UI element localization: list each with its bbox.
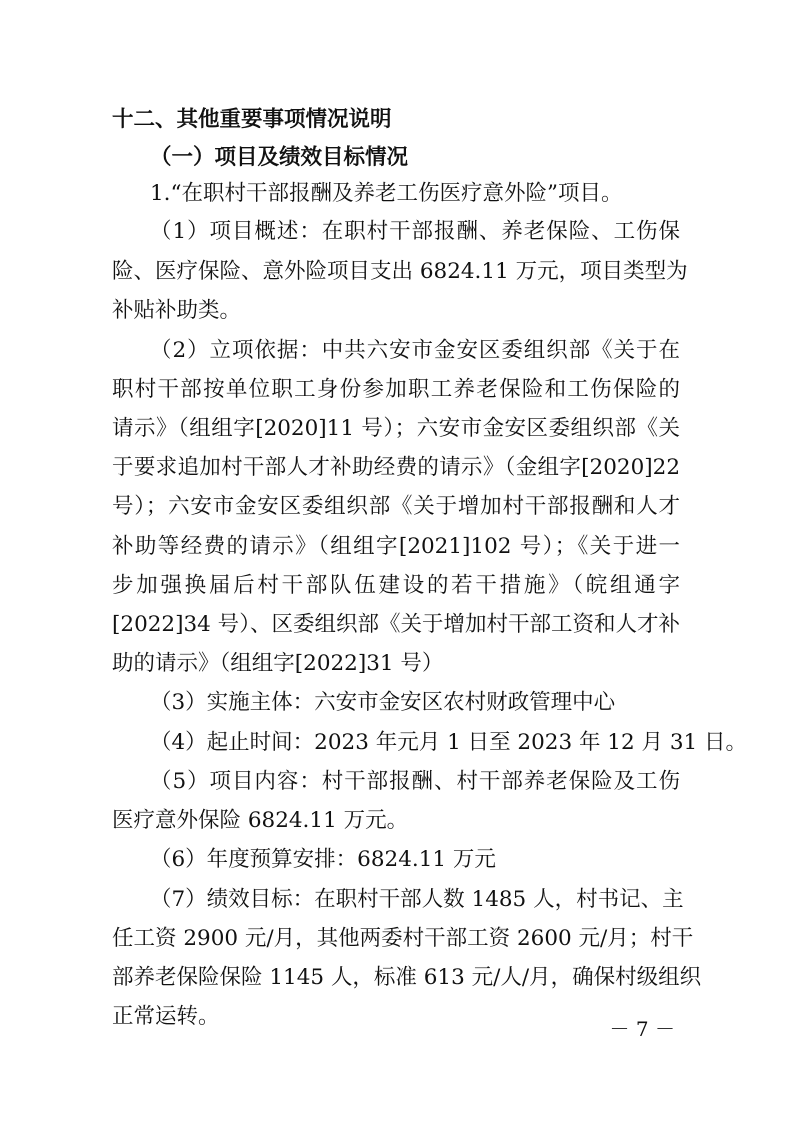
budget-line: （6）年度预算安排：6824.11 万元 — [150, 847, 496, 872]
content-line-1: （5）项目内容：村干部报酬、村干部养老保险及工伤 — [150, 769, 680, 794]
page-number: － 7 － — [609, 1017, 675, 1041]
section-subtitle: （一）项目及绩效目标情况 — [150, 145, 409, 170]
basis-line-9: 助的请示》（组组字[2022]31 号） — [112, 651, 444, 676]
content-line-2: 医疗意外保险 6824.11 万元。 — [112, 808, 409, 833]
basis-line-4: 于要求追加村干部人才补助经费的请示》（金组字[2020]22 — [112, 455, 680, 480]
implementer-line: （3）实施主体：六安市金安区农村财政管理中心 — [150, 690, 616, 715]
target-line-1: （7）绩效目标：在职村干部人数 1485 人，村书记、主 — [150, 887, 684, 912]
target-line-4: 正常运转。 — [112, 1004, 220, 1029]
overview-line-2: 险、医疗保险、意外险项目支出 6824.11 万元，项目类型为 — [112, 259, 688, 284]
basis-line-8: [2022]34 号）、区委组织部《关于增加村干部工资和人才补 — [112, 612, 680, 637]
basis-line-3: 请示》（组组字[2020]11 号）；六安市金安区委组织部《关 — [112, 416, 680, 441]
basis-line-7: 步加强换届后村干部队伍建设的若干措施》（皖组通字 — [112, 573, 680, 598]
item-title: 1.“在职村干部报酬及养老工伤医疗意外险”项目。 — [150, 181, 623, 206]
basis-line-5: 号）；六安市金安区委组织部《关于增加村干部报酬和人才 — [112, 494, 680, 519]
section-title: 十二、其他重要事项情况说明 — [112, 107, 392, 132]
overview-line-3: 补贴补助类。 — [112, 298, 242, 323]
basis-line-2: 职村干部按单位职工身份参加职工养老保险和工伤保险的 — [112, 377, 680, 402]
target-line-3: 部养老保险保险 1145 人，标准 613 元/人/月，确保村级组织 — [112, 965, 702, 990]
period-line: （4）起止时间：2023 年元月 1 日至 2023 年 12 月 31 日。 — [150, 730, 748, 755]
overview-line-1: （1）项目概述：在职村干部报酬、养老保险、工伤保 — [150, 219, 680, 244]
basis-line-1: （2）立项依据：中共六安市金安区委组织部《关于在 — [150, 338, 680, 363]
basis-line-6: 补助等经费的请示》（组组字[2021]102 号）；《关于进一 — [112, 534, 680, 559]
target-line-2: 任工资 2900 元/月，其他两委村干部工资 2600 元/月；村干 — [112, 926, 694, 951]
